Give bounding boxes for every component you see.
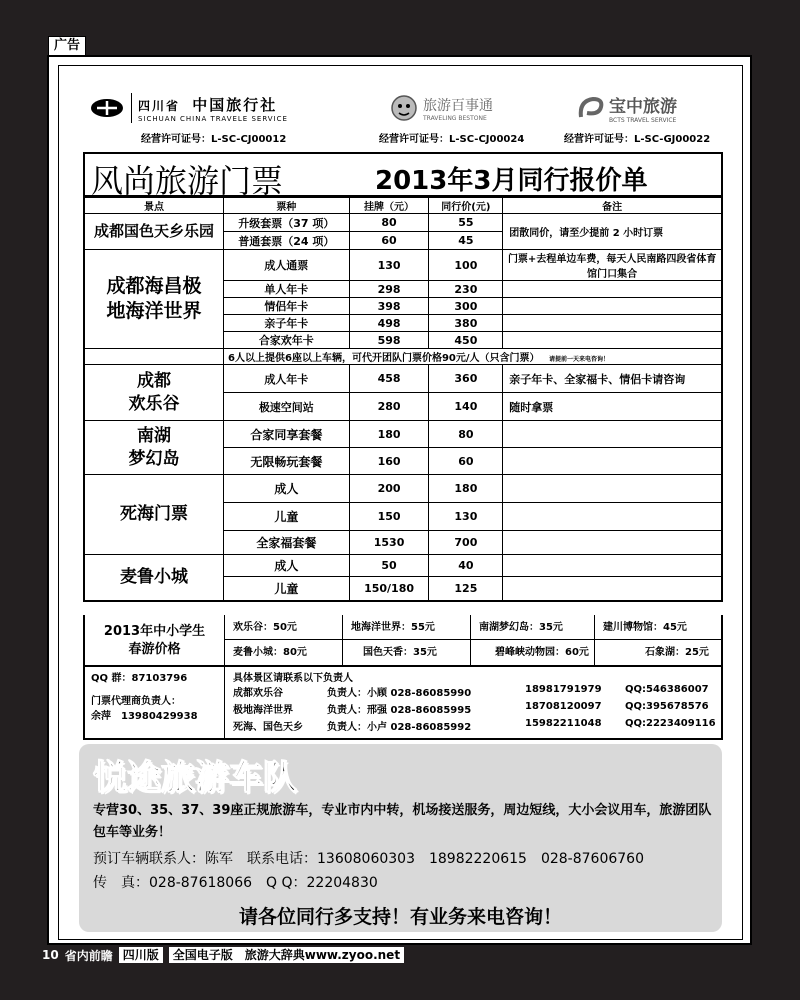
note xyxy=(503,555,722,577)
cits-english: SICHUAN CHINA TRAVELE SERVICE xyxy=(138,114,288,123)
footer-site: 全国电子版 旅游大辞典www.zyoo.net xyxy=(169,947,404,963)
group-footnote xyxy=(224,349,722,365)
col-header: 票种 xyxy=(224,197,350,214)
cits-logo xyxy=(89,88,288,128)
ad-panel xyxy=(47,55,752,945)
col-header: 景点 xyxy=(84,197,224,214)
note xyxy=(503,332,722,349)
site-haichang xyxy=(84,250,224,349)
table-header-row xyxy=(84,197,722,214)
cits-emblem-icon xyxy=(89,97,125,119)
trade-price: 40 xyxy=(429,555,503,577)
fleet-title: 悦途旅游车队 xyxy=(93,758,297,798)
note xyxy=(503,298,722,315)
contact-site: 成都欢乐谷 xyxy=(233,688,283,699)
note xyxy=(503,531,722,555)
contact-block xyxy=(83,667,723,740)
table-row xyxy=(84,214,722,232)
site-guose: 成都国色天乡乐园 xyxy=(84,214,224,250)
ticket-type: 成人 xyxy=(224,475,350,503)
trade-price: 125 xyxy=(429,577,503,601)
page-number: 10 xyxy=(42,948,59,962)
agent-info xyxy=(85,667,225,738)
trade-price: 230 xyxy=(429,281,503,298)
note xyxy=(503,448,722,475)
contact-qq: QQ:546386007 xyxy=(625,684,709,695)
list-price: 498 xyxy=(349,315,429,332)
trade-price: 300 xyxy=(429,298,503,315)
note xyxy=(503,577,722,601)
site-mailu: 麦鲁小城 xyxy=(84,555,224,601)
site-line: 成都海昌极 xyxy=(106,275,202,298)
site-line: 梦幻岛 xyxy=(128,448,180,469)
site-sihai: 死海门票 xyxy=(84,475,224,555)
ticket-type: 成人 xyxy=(224,555,350,577)
table-row xyxy=(84,349,722,365)
fleet-slogan: 请各位同行多支持！有业务来电咨询！ xyxy=(238,906,562,928)
mascot-icon xyxy=(389,93,419,123)
spring-price: 麦鲁小城：80元 xyxy=(225,640,343,665)
table-row xyxy=(84,555,722,577)
spring-price: 石象湖：25元 xyxy=(645,647,709,658)
spring-trip-block xyxy=(83,615,723,667)
table-row xyxy=(84,250,722,281)
bestone-logo xyxy=(389,88,493,128)
list-price: 150/180 xyxy=(349,577,429,601)
contact-qq: QQ:2223409116 xyxy=(625,718,716,729)
ticket-type: 儿童 xyxy=(224,503,350,531)
contact-site: 极地海洋世界 xyxy=(233,705,293,716)
contact-person: 负责人：小卢 028-86085992 xyxy=(327,722,472,733)
trade-price: 45 xyxy=(429,232,503,250)
note: 门票+去程单边车费，每天人民南路四段省体育馆门口集合 xyxy=(503,250,722,281)
site-line: 欢乐谷 xyxy=(128,393,180,414)
list-price: 598 xyxy=(349,332,429,349)
cits-province: 四川省 xyxy=(138,98,181,113)
site-line: 南湖 xyxy=(137,426,172,447)
license-cits: 经营许可证号：L-SC-CJ00012 xyxy=(141,134,287,145)
trade-price: 700 xyxy=(429,531,503,555)
spring-price: 建川博物馆：45元 xyxy=(595,615,721,640)
trade-price: 55 xyxy=(429,214,503,232)
list-price: 180 xyxy=(349,421,429,448)
list-price: 398 xyxy=(349,298,429,315)
table-row xyxy=(84,365,722,393)
trade-price: 380 xyxy=(429,315,503,332)
bestone-english: TRAVELING BESTONE xyxy=(423,114,487,122)
spring-price: 欢乐谷：50元 xyxy=(225,615,343,640)
list-price: 298 xyxy=(349,281,429,298)
note xyxy=(503,503,722,531)
site-huanlegu xyxy=(84,365,224,421)
trade-price: 140 xyxy=(429,393,503,421)
note: 团散同价，请至少提前 2 小时订票 xyxy=(503,214,722,250)
table-row xyxy=(84,421,722,448)
trade-price: 80 xyxy=(429,421,503,448)
title-quote: 2013年3月同行报价单 xyxy=(375,166,648,196)
trade-price: 180 xyxy=(429,475,503,503)
trade-price: 360 xyxy=(429,365,503,393)
list-price: 160 xyxy=(349,448,429,475)
agent-title: 门票代理商负责人： xyxy=(91,696,181,707)
list-price: 200 xyxy=(349,475,429,503)
spring-price: 南湖梦幻岛：35元 xyxy=(471,615,595,640)
contact-person: 负责人：小顾 028-86085990 xyxy=(327,688,472,699)
trade-price: 100 xyxy=(429,250,503,281)
contact-mobile: 15982211048 xyxy=(525,718,602,729)
ad-label: 广告 xyxy=(48,36,86,56)
ticket-type: 升级套票（37 项） xyxy=(224,214,350,232)
trade-price: 450 xyxy=(429,332,503,349)
ticket-type: 普通套票（24 项） xyxy=(224,232,350,250)
section-name: 省内前瞻 xyxy=(64,948,113,963)
site-line: 地海洋世界 xyxy=(106,300,202,322)
note xyxy=(503,475,722,503)
list-price: 60 xyxy=(349,232,429,250)
agent-contact: 余萍 13980429938 xyxy=(91,711,198,722)
trade-price: 60 xyxy=(429,448,503,475)
note: 随时拿票 xyxy=(503,393,722,421)
ticket-type: 合家欢年卡 xyxy=(224,332,350,349)
empty-cell xyxy=(84,349,224,365)
note xyxy=(503,421,722,448)
fleet-ad xyxy=(79,744,722,932)
ticket-type: 成人年卡 xyxy=(224,365,350,393)
bcts-emblem-icon xyxy=(577,95,605,121)
spring-title-line: 春游价格 xyxy=(128,641,181,657)
bcts-english: BCTS TRAVEL SERVICE xyxy=(609,117,677,124)
note xyxy=(503,315,722,332)
ticket-type: 情侣年卡 xyxy=(224,298,350,315)
site-nanhu xyxy=(84,421,224,475)
spring-title xyxy=(85,615,225,665)
spring-price: 碧峰峡动物园：60元 xyxy=(471,640,595,665)
fleet-booking-contact: 预订车辆联系人：陈军 联系电话：13608060303 18982220615 028-87606760 xyxy=(93,851,644,867)
contact-mobile: 18708120097 xyxy=(525,701,602,712)
license-bcts: 经营许可证号：L-SC-GJ00022 xyxy=(564,134,711,145)
footnote-text: 6人以上提供6座以上车辆，可代开团队门票价格90元/人（只含门票） xyxy=(228,353,540,364)
contact-qq: QQ:395678576 xyxy=(625,701,709,712)
col-header: 同行价(元) xyxy=(429,197,503,214)
ticket-type: 合家同享套餐 xyxy=(224,421,350,448)
col-header: 备注 xyxy=(503,197,722,214)
fleet-description: 专营30、35、37、39座正规旅游车，专业市内中转，机场接送服务，周边短线，大小会议用车，旅游团队包车等业务！ xyxy=(93,803,712,840)
bcts-logo xyxy=(577,88,677,128)
contact-intro: 具体景区请联系以下负责人 xyxy=(233,673,353,684)
spring-price: 国色天香：35元 xyxy=(343,640,471,665)
ticket-type: 成人通票 xyxy=(224,250,350,281)
spring-price: 地海洋世界：55元 xyxy=(343,615,471,640)
list-price: 1530 xyxy=(349,531,429,555)
footnote-small: 请提前一天来电咨询！ xyxy=(549,356,610,363)
note: 亲子年卡、全家福卡、情侣卡请咨询 xyxy=(503,365,722,393)
col-header: 挂牌（元） xyxy=(349,197,429,214)
fleet-fax-qq: 传 真：028-87618066 Q Q：22204830 xyxy=(93,875,378,891)
title-row xyxy=(83,152,723,200)
edition-badge: 四川版 xyxy=(119,947,163,963)
sponsor-header xyxy=(59,66,742,149)
list-price: 80 xyxy=(349,214,429,232)
ticket-type: 无限畅玩套餐 xyxy=(224,448,350,475)
contact-site: 死海、国色天乡 xyxy=(233,722,303,733)
license-bestone: 经营许可证号：L-SC-CJ00024 xyxy=(379,134,525,145)
ticket-type: 全家福套餐 xyxy=(224,531,350,555)
qq-group: QQ 群：87103796 xyxy=(91,673,188,684)
table-row xyxy=(84,475,722,503)
title-main: 风尚旅游门票 xyxy=(91,162,284,200)
contact-person: 负责人：邢强 028-86085995 xyxy=(327,705,472,716)
list-price: 458 xyxy=(349,365,429,393)
bestone-name: 旅游百事通 xyxy=(423,97,493,114)
ticket-type: 儿童 xyxy=(224,577,350,601)
page-footer xyxy=(42,947,404,963)
ticket-type: 亲子年卡 xyxy=(224,315,350,332)
note xyxy=(503,281,722,298)
list-price: 150 xyxy=(349,503,429,531)
ticket-type: 极速空间站 xyxy=(224,393,350,421)
list-price: 280 xyxy=(349,393,429,421)
ad-inner-frame xyxy=(58,65,743,940)
site-line: 成都 xyxy=(137,371,172,392)
list-price: 50 xyxy=(349,555,429,577)
contact-mobile: 18981791979 xyxy=(525,684,602,695)
ticket-type: 单人年卡 xyxy=(224,281,350,298)
trade-price: 130 xyxy=(429,503,503,531)
bcts-name: 宝中旅游 xyxy=(609,97,677,117)
spring-title-line: 2013年中小学生 xyxy=(103,624,206,639)
cits-name: 中国旅行社 xyxy=(192,95,278,114)
price-table xyxy=(83,196,723,602)
list-price: 130 xyxy=(349,250,429,281)
